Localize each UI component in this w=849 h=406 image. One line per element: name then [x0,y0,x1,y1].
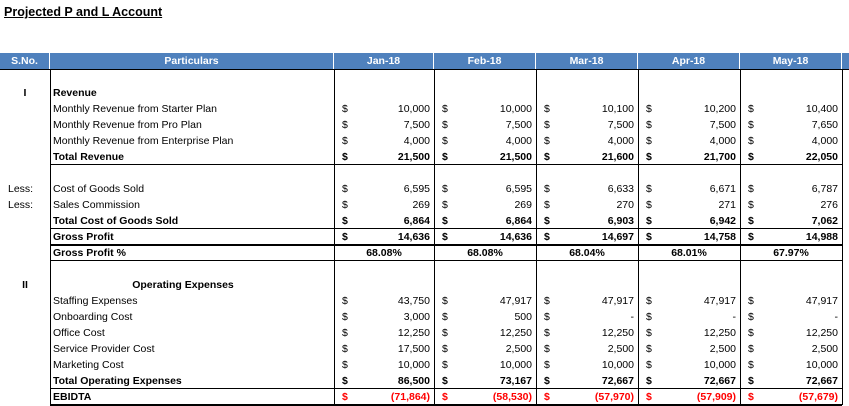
amount-cell[interactable]: 14,988 [805,231,838,243]
row-label: Cost of Goods Sold [53,183,145,195]
row-sno [0,213,50,229]
currency-symbol: $ [748,183,754,195]
amount-cell[interactable]: 7,062 [811,215,838,227]
currency-symbol: $ [442,103,448,115]
amount-cell[interactable]: 43,750 [397,295,430,307]
amount-cell[interactable]: 21,600 [601,151,634,163]
row-sno [0,309,50,325]
amount-cell[interactable]: 7,650 [811,119,838,131]
amount-cell[interactable]: 47,917 [805,295,838,307]
amount-cell[interactable]: 73,167 [499,375,532,387]
table-row[interactable] [0,133,849,149]
amount-cell[interactable]: 10,200 [703,103,736,115]
amount-cell[interactable]: 2,500 [709,343,736,355]
row-label: Monthly Revenue from Pro Plan [53,119,202,131]
column-border [740,69,741,405]
currency-symbol: $ [646,215,652,227]
row-label: Service Provider Cost [53,343,155,355]
row-label: Total Cost of Goods Sold [53,215,179,227]
currency-symbol: $ [544,327,550,339]
currency-symbol: $ [646,311,652,323]
currency-symbol: $ [646,183,652,195]
currency-symbol: $ [342,231,348,243]
table-row[interactable] [0,357,849,373]
amount-cell[interactable]: 47,917 [499,295,532,307]
row-label: Total Revenue [53,151,124,163]
amount-cell[interactable]: 6,595 [505,183,532,195]
currency-symbol: $ [544,183,550,195]
amount-cell[interactable]: 21,500 [397,151,430,163]
amount-cell[interactable]: 10,100 [601,103,634,115]
amount-cell[interactable]: 10,000 [805,359,838,371]
amount-cell[interactable]: 72,667 [703,375,736,387]
column-border [638,69,639,405]
amount-cell[interactable]: 86,500 [397,375,430,387]
row-sno [0,341,50,357]
amount-cell[interactable]: 6,595 [403,183,430,195]
amount-cell[interactable]: 14,636 [499,231,532,243]
amount-cell[interactable]: 500 [514,311,532,323]
amount-cell[interactable]: - [630,311,634,323]
currency-symbol: $ [544,215,550,227]
header-month-3[interactable]: Mar-18 [536,53,638,69]
amount-cell[interactable]: 47,917 [703,295,736,307]
row-label: Marketing Cost [53,359,124,371]
currency-symbol: $ [342,215,348,227]
row-sno: Less: [8,199,34,211]
currency-symbol: $ [442,183,448,195]
sheet-title: Projected P and L Account [4,5,163,19]
currency-symbol: $ [442,391,448,403]
table-row[interactable] [0,245,849,261]
currency-symbol: $ [748,375,754,387]
row-label: EBIDTA [53,391,92,403]
currency-symbol: $ [544,231,550,243]
amount-cell[interactable]: 4,000 [811,135,838,147]
total-row-rule [50,260,842,261]
amount-cell[interactable]: 270 [616,199,634,211]
currency-symbol: $ [442,359,448,371]
currency-symbol: $ [748,327,754,339]
amount-cell[interactable]: 10,400 [805,103,838,115]
currency-symbol: $ [646,327,652,339]
row-sno [0,389,50,405]
row-sno: Less: [8,183,34,195]
amount-cell[interactable]: 10,000 [601,359,634,371]
row-sno [0,149,50,165]
row-sno [0,373,50,389]
amount-cell[interactable]: - [834,311,838,323]
currency-symbol: $ [544,375,550,387]
row-label: Office Cost [53,327,105,339]
amount-cell[interactable]: 10,000 [703,359,736,371]
gross-profit-pct-value: 68.01% [671,247,707,259]
currency-symbol: $ [442,135,448,147]
currency-symbol: $ [748,343,754,355]
amount-cell[interactable]: 21,500 [499,151,532,163]
currency-symbol: $ [748,295,754,307]
column-border [434,69,435,405]
currency-symbol: $ [646,231,652,243]
header-month-5[interactable]: May-18 [740,53,842,69]
amount-cell[interactable]: 72,667 [601,375,634,387]
total-row-rule [50,228,842,229]
amount-cell[interactable]: 12,250 [601,327,634,339]
table-row[interactable] [0,293,849,309]
currency-symbol: $ [544,311,550,323]
amount-cell[interactable]: 269 [412,199,430,211]
row-label [53,165,333,181]
currency-symbol: $ [442,327,448,339]
amount-cell[interactable]: 14,636 [397,231,430,243]
row-sno [0,133,50,149]
currency-symbol: $ [442,311,448,323]
currency-symbol: $ [442,343,448,355]
currency-symbol: $ [544,359,550,371]
amount-cell[interactable]: 4,000 [505,135,532,147]
amount-cell[interactable]: 4,000 [709,135,736,147]
amount-cell[interactable]: (58,530) [492,391,532,403]
row-sno: II [22,279,28,291]
amount-cell[interactable]: 271 [718,199,736,211]
row-label: Gross Profit [53,231,114,243]
amount-cell[interactable]: (71,864) [390,391,430,403]
header-bottom-rule [0,69,849,70]
currency-symbol: $ [646,295,652,307]
amount-cell[interactable]: 4,000 [607,135,634,147]
currency-symbol: $ [748,119,754,131]
row-sno [0,117,50,133]
currency-symbol: $ [646,151,652,163]
currency-symbol: $ [544,135,550,147]
amount-cell[interactable]: 2,500 [607,343,634,355]
amount-cell[interactable]: 6,903 [607,215,634,227]
table-row[interactable] [0,85,849,101]
currency-symbol: $ [342,327,348,339]
currency-symbol: $ [748,103,754,115]
currency-symbol: $ [544,199,550,211]
currency-symbol: $ [646,375,652,387]
table-row[interactable] [0,325,849,341]
amount-cell[interactable]: 6,633 [607,183,634,195]
currency-symbol: $ [646,359,652,371]
currency-symbol: $ [544,119,550,131]
amount-cell[interactable]: 2,500 [505,343,532,355]
gross-profit-pct-value: 68.04% [569,247,605,259]
currency-symbol: $ [544,151,550,163]
column-border [842,69,843,405]
table-row[interactable] [0,261,849,277]
amount-cell[interactable]: (57,909) [696,391,736,403]
amount-cell[interactable]: 6,942 [709,215,736,227]
row-sno [0,261,50,277]
table-row[interactable] [0,277,849,293]
row-label: Total Operating Expenses [53,375,182,387]
amount-cell[interactable]: (57,970) [594,391,634,403]
currency-symbol: $ [342,311,348,323]
currency-symbol: $ [544,343,550,355]
column-border [536,69,537,405]
amount-cell[interactable]: 7,500 [505,119,532,131]
currency-symbol: $ [646,343,652,355]
amount-cell[interactable]: 3,000 [403,311,430,323]
table-row[interactable] [0,213,849,229]
row-label: Onboarding Cost [53,311,133,323]
currency-symbol: $ [646,135,652,147]
header-particulars[interactable]: Particulars [50,53,334,69]
amount-cell[interactable]: 4,000 [403,135,430,147]
header-month-2[interactable]: Feb-18 [434,53,536,69]
amount-cell[interactable]: 2,500 [811,343,838,355]
currency-symbol: $ [342,135,348,147]
currency-symbol: $ [748,311,754,323]
currency-symbol: $ [646,119,652,131]
table-header [0,53,849,69]
table-row[interactable] [0,165,849,181]
amount-cell[interactable]: 21,700 [703,151,736,163]
currency-symbol: $ [646,199,652,211]
column-border [334,69,335,405]
row-label: Staffing Expenses [53,295,138,307]
currency-symbol: $ [544,295,550,307]
amount-cell[interactable]: - [732,311,736,323]
row-label: Sales Commission [53,199,140,211]
currency-symbol: $ [442,119,448,131]
currency-symbol: $ [442,295,448,307]
amount-cell[interactable]: 14,697 [601,231,634,243]
currency-symbol: $ [342,119,348,131]
amount-cell[interactable]: 269 [514,199,532,211]
currency-symbol: $ [442,199,448,211]
amount-cell[interactable]: 14,758 [703,231,736,243]
amount-cell[interactable]: 10,000 [397,103,430,115]
amount-cell[interactable]: 276 [820,199,838,211]
currency-symbol: $ [342,391,348,403]
currency-symbol: $ [342,375,348,387]
amount-cell[interactable]: 12,250 [499,327,532,339]
amount-cell[interactable]: 72,667 [805,375,838,387]
currency-symbol: $ [342,151,348,163]
column-border [50,69,51,405]
currency-symbol: $ [442,375,448,387]
row-sno [0,101,50,117]
amount-cell[interactable]: 10,000 [499,359,532,371]
amount-cell[interactable]: 22,050 [805,151,838,163]
amount-cell[interactable]: 7,500 [403,119,430,131]
row-sno [0,245,50,261]
amount-cell[interactable]: 12,250 [397,327,430,339]
row-label [53,261,333,277]
currency-symbol: $ [748,391,754,403]
currency-symbol: $ [544,103,550,115]
table-row[interactable] [0,149,849,165]
table-row[interactable] [0,341,849,357]
row-sno [0,357,50,373]
currency-symbol: $ [646,391,652,403]
currency-symbol: $ [342,199,348,211]
amount-cell[interactable]: 7,500 [607,119,634,131]
amount-cell[interactable]: 10,000 [499,103,532,115]
currency-symbol: $ [748,199,754,211]
amount-cell[interactable]: 6,671 [709,183,736,195]
currency-symbol: $ [342,295,348,307]
amount-cell[interactable]: 10,000 [397,359,430,371]
header-month-1[interactable]: Jan-18 [334,53,434,69]
currency-symbol: $ [748,215,754,227]
currency-symbol: $ [748,135,754,147]
amount-cell[interactable]: 6,864 [403,215,430,227]
currency-symbol: $ [544,391,550,403]
currency-symbol: $ [646,103,652,115]
table-row[interactable] [0,101,849,117]
row-label: Operating Expenses [132,279,234,291]
table-row[interactable] [0,309,849,325]
amount-cell[interactable]: 7,500 [709,119,736,131]
currency-symbol: $ [342,343,348,355]
currency-symbol: $ [442,231,448,243]
currency-symbol: $ [342,183,348,195]
amount-cell[interactable]: 47,917 [601,295,634,307]
gross-profit-pct-value: 68.08% [467,247,503,259]
table-row[interactable] [0,117,849,133]
currency-symbol: $ [342,103,348,115]
table-row[interactable] [0,197,849,213]
amount-cell[interactable]: 17,500 [397,343,430,355]
row-sno [0,293,50,309]
table-row[interactable] [0,389,849,405]
row-label: Monthly Revenue from Enterprise Plan [53,135,234,147]
row-sno [0,325,50,341]
row-sno: I [23,87,27,99]
total-row-rule [50,388,842,389]
row-sno [0,165,50,181]
gross-profit-pct-value: 67.97% [773,247,809,259]
amount-cell[interactable]: 12,250 [703,327,736,339]
table-row[interactable] [0,181,849,197]
amount-cell[interactable]: (57,679) [798,391,838,403]
row-sno [0,229,50,245]
amount-cell[interactable]: 6,864 [505,215,532,227]
total-row-rule [50,244,842,246]
header-sno[interactable]: S.No. [0,53,50,69]
currency-symbol: $ [442,215,448,227]
row-label: Monthly Revenue from Starter Plan [53,103,217,115]
amount-cell[interactable]: 12,250 [805,327,838,339]
row-label: Gross Profit % [53,247,126,259]
currency-symbol: $ [442,151,448,163]
table-row[interactable] [0,229,849,245]
gross-profit-pct-value: 68.08% [366,247,402,259]
currency-symbol: $ [748,231,754,243]
currency-symbol: $ [748,151,754,163]
currency-symbol: $ [748,359,754,371]
header-month-4[interactable]: Apr-18 [638,53,740,69]
row-label: Revenue [53,87,97,99]
currency-symbol: $ [342,359,348,371]
table-row[interactable] [0,373,849,389]
total-row-rule [50,164,842,165]
amount-cell[interactable]: 6,787 [811,183,838,195]
